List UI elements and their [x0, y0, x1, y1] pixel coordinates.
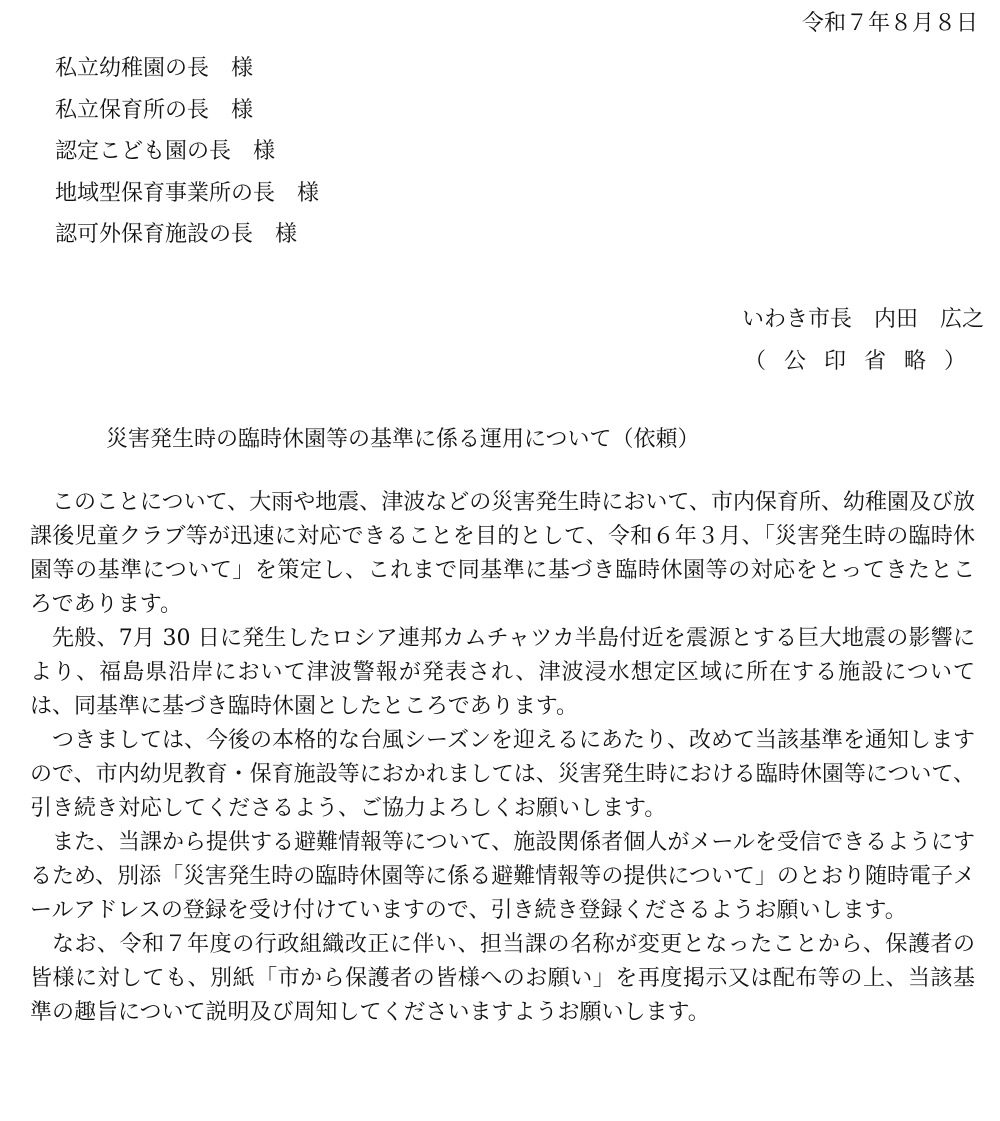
- body-paragraph: また、当課から提供する避難情報等について、施設関係者個人がメールを受信できるようにするため、別添「災害発生時の臨時休園等に係る避難情報等の提供について」のとおり随時電子メールアドレスの登録を受け付けていますので、引き続き登録くださるようお願いします。: [30, 830, 975, 923]
- seal-omitted-note: （公印省略）: [743, 349, 984, 374]
- document-date: 令和７年８月８日: [801, 11, 978, 36]
- sender-block: [742, 302, 984, 380]
- body-paragraph: 先般、7月 30 日に発生したロシア連邦カムチャツカ半島付近を震源とする巨大地震の影響により、福島県沿岸において津波警報が発表され、津波浸水想定区域に所在する施設については、同基準に基づき臨時休園としたところであります。: [30, 626, 975, 719]
- recipient-line: 認定こども園の長 様: [55, 139, 276, 164]
- recipient-line: 私立保育所の長 様: [55, 97, 254, 123]
- recipient-line: 認可外保育施設の長 様: [55, 222, 298, 247]
- sender-name: いわき市長 内田 広之: [741, 307, 984, 332]
- recipient-list: [55, 48, 319, 256]
- body-paragraph: つきましては、今後の本格的な台風シーズンを迎えるにあたり、改めて当該基準を通知しますので、市内幼児教育・保育施設等におかれましては、災害発生時における臨時休園等について、引き続き対応してくださるよう、ご協力よろしくお願いします。: [30, 728, 975, 821]
- body-paragraph: このことについて、大雨や地震、津波などの災害発生時において、市内保育所、幼稚園及び放課後児童クラブ等が迅速に対応できることを目的として、令和６年３月、「災害発生時の臨時休園等の基準について」を策定し、これまで同基準に基づき臨時休園等の対応をとってきたところであります。: [30, 490, 975, 617]
- body-paragraph: なお、令和７年度の行政組織改正に伴い、担当課の名称が変更となったことから、保護者の皆様に対しても、別紙「市から保護者の皆様へのお願い」を再度掲示又は配布等の上、当該基準の趣旨について説明及び周知してくださいますようお願いします。: [30, 932, 975, 1025]
- document-body: [30, 486, 975, 1030]
- recipient-line: 私立幼稚園の長 様: [55, 56, 254, 81]
- document-subject: 災害発生時の臨時休園等の基準に係る運用について（依頼）: [106, 427, 700, 452]
- recipient-line: 地域型保育事業所の長 様: [55, 180, 320, 206]
